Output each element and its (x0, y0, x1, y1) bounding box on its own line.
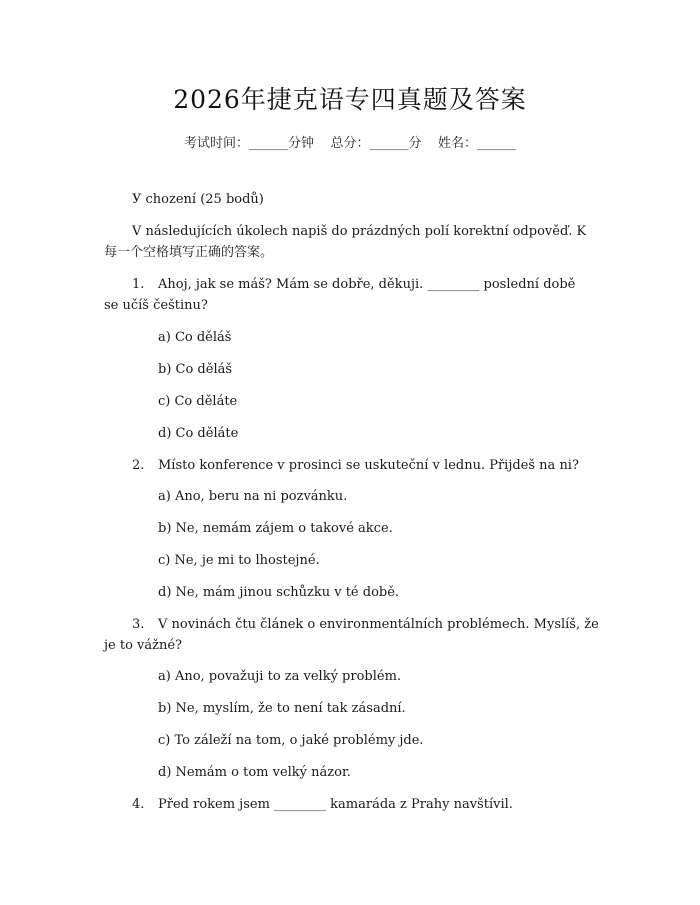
answer-option: a) Ano, považuji to za velký problém. (158, 669, 402, 684)
answer-option: c) Co děláte (158, 394, 238, 409)
answer-option: c) To záleží na tom, o jaké problémy jde. (158, 733, 424, 748)
document-title: 2026年捷克语专四真题及答案 (173, 85, 527, 114)
question-number: 4. (132, 797, 145, 812)
answer-option: c) Ne, je mi to lhostejné. (158, 553, 320, 568)
instructions-line-2: 每一个空格填写正确的答案。 (104, 245, 274, 260)
question-text-continued: se učíš češtinu? (104, 298, 208, 313)
answer-option: b) Ne, nemám zájem o takové akce. (158, 521, 393, 536)
question-number: 2. (132, 458, 145, 473)
question-number: 1. (132, 277, 145, 292)
exam-meta-line: 考试时间：______分钟 总分：______分 姓名：______ (183, 136, 517, 151)
answer-option: d) Co děláte (158, 426, 239, 441)
question-text-continued: je to vážné? (104, 638, 183, 653)
answer-option: d) Nemám o tom velký názor. (158, 765, 351, 780)
question-text: V novinách čtu článek o environmentálních problémech. Myslíš, že (158, 617, 599, 632)
answer-option: a) Ano, beru na ni pozvánku. (158, 489, 348, 504)
question-text: Místo konference v prosinci se uskuteční v lednu. Přijdeš na ni? (158, 458, 579, 473)
answer-option: b) Co děláš (158, 362, 233, 377)
question-number: 3. (132, 617, 145, 632)
answer-option: a) Co děláš (158, 330, 232, 345)
instructions-line-1: V následujících úkolech napiš do prázdných polí korektní odpověď. K (132, 224, 587, 239)
answer-option: b) Ne, myslím, že to není tak zásadní. (158, 701, 406, 716)
question-text: Před rokem jsem ________ kamaráda z Prahy navštívil. (158, 797, 513, 812)
answer-option: d) Ne, mám jinou schůzku v té době. (158, 585, 400, 600)
question-text: Ahoj, jak se máš? Mám se dobře, děkuji. ________ poslední době (158, 277, 576, 292)
section-heading: У chození (25 bodů) (132, 192, 264, 207)
